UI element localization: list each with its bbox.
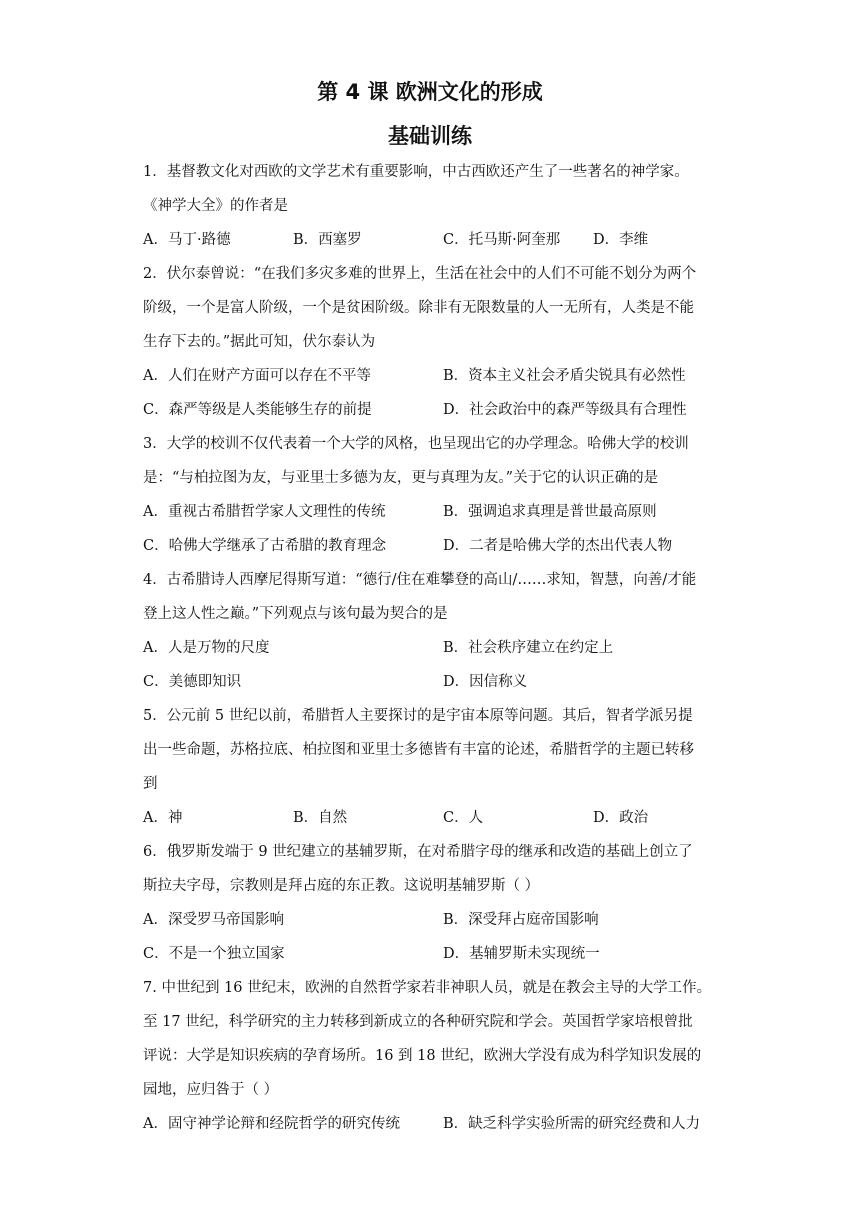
question-7-option-b: B．缺乏科学实验所需的研究经费和人力 [443, 1116, 701, 1132]
question-5-stem-line-2: 出一些命题，苏格拉底、柏拉图和亚里士多德皆有丰富的论述，希腊哲学的主题已转移 [143, 742, 694, 758]
question-2-option-b: B．资本主义社会矛盾尖锐具有必然性 [443, 368, 686, 384]
question-7-option-a: A．固守神学论辩和经院哲学的研究传统 [143, 1116, 400, 1132]
question-3-stem-line-2: 是：“与柏拉图为友，与亚里士多德为友，更与真理为友。”关于它的认识正确的是 [143, 470, 659, 486]
question-3-option-b: B．强调追求真理是普世最高原则 [443, 504, 657, 520]
question-5-option-b: B．自然 [293, 810, 348, 826]
question-3-option-c: C．哈佛大学继承了古希腊的教育理念 [143, 538, 387, 554]
question-4-option-c: C．美德即知识 [143, 674, 242, 690]
question-7-stem-line-2: 至 17 世纪，科学研究的主力转移到新成立的各种研究院和学会。英国哲学家培根曾批 [143, 1014, 693, 1030]
question-6-stem-line-2: 斯拉夫字母，宗教则是拜占庭的东正教。这说明基辅罗斯（ ） [143, 878, 540, 894]
question-7-stem-line-3: 评说：大学是知识疾病的孕育场所。16 到 18 世纪，欧洲大学没有成为科学知识发展的 [143, 1048, 702, 1064]
question-5-option-a: A．神 [143, 810, 183, 826]
question-5-option-d: D．政治 [593, 810, 649, 826]
question-4-stem-line-2: 登上这人性之巅。”下列观点与该句最为契合的是 [143, 606, 448, 622]
question-4-stem-line-1: 4．古希腊诗人西摩尼得斯写道：“德行/住在难攀登的高山/……求知，智慧，向善/才能 [143, 572, 697, 588]
question-4-option-d: D．因信称义 [443, 674, 528, 690]
question-2-stem-line-3: 生存下去的。”据此可知，伏尔泰认为 [143, 334, 376, 350]
question-1-stem-line-2: 《神学大全》的作者是 [143, 198, 288, 214]
question-6-option-c: C．不是一个独立国家 [143, 946, 285, 962]
question-4-option-a: A．人是万物的尺度 [143, 640, 270, 656]
question-6-stem-line-1: 6．俄罗斯发端于 9 世纪建立的基辅罗斯，在对希腊字母的继承和改造的基础上创立了 [143, 844, 693, 860]
question-5-option-c: C．人 [443, 810, 484, 826]
question-7-stem-line-4: 园地，应归咎于（ ） [143, 1082, 279, 1098]
question-3-option-d: D．二者是哈佛大学的杰出代表人物 [443, 538, 673, 554]
question-2-stem-line-1: 2．伏尔泰曾说：“在我们多灾多难的世界上，生活在社会中的人们不可能不划分为两个 [143, 266, 697, 282]
question-1-option-b: B．西塞罗 [293, 232, 362, 248]
question-2-option-c: C．森严等级是人类能够生存的前提 [143, 402, 372, 418]
question-6-option-a: A．深受罗马帝国影响 [143, 912, 284, 928]
question-1-option-d: D．李维 [593, 232, 649, 248]
question-2-option-d: D．社会政治中的森严等级具有合理性 [443, 402, 687, 418]
question-2-option-a: A．人们在财产方面可以存在不平等 [143, 368, 371, 384]
question-1-option-c: C．托马斯·阿奎那 [443, 232, 561, 248]
question-3-option-a: A．重视古希腊哲学家人文理性的传统 [143, 504, 386, 520]
question-2-stem-line-2: 阶级，一个是富人阶级，一个是贫困阶级。除非有无限数量的人一无所有，人类是不能 [143, 300, 694, 316]
question-6-option-b: B．深受拜占庭帝国影响 [443, 912, 599, 928]
question-1-stem-line-1: 1．基督教文化对西欧的文学艺术有重要影响，中古西欧还产生了一些著名的神学家。 [143, 164, 689, 180]
question-3-stem-line-1: 3．大学的校训不仅代表着一个大学的风格，也呈现出它的办学理念。哈佛大学的校训 [143, 436, 689, 452]
question-5-stem-line-1: 5．公元前 5 世纪以前，希腊哲人主要探讨的是宇宙本原等问题。其后，智者学派另提 [143, 708, 693, 724]
question-7-stem-line-1: 7. 中世纪到 16 世纪末，欧洲的自然哲学家若非神职人员，就是在教会主导的大学工作。 [143, 980, 712, 996]
question-6-option-d: D．基辅罗斯未实现统一 [443, 946, 600, 962]
question-4-option-b: B．社会秩序建立在约定上 [443, 640, 614, 656]
question-5-stem-line-3: 到 [143, 776, 158, 792]
question-1-option-a: A．马丁·路德 [143, 232, 231, 248]
section-title: 基础训练 [388, 124, 472, 148]
lesson-title: 第 4 课 欧洲文化的形成 [317, 80, 543, 104]
